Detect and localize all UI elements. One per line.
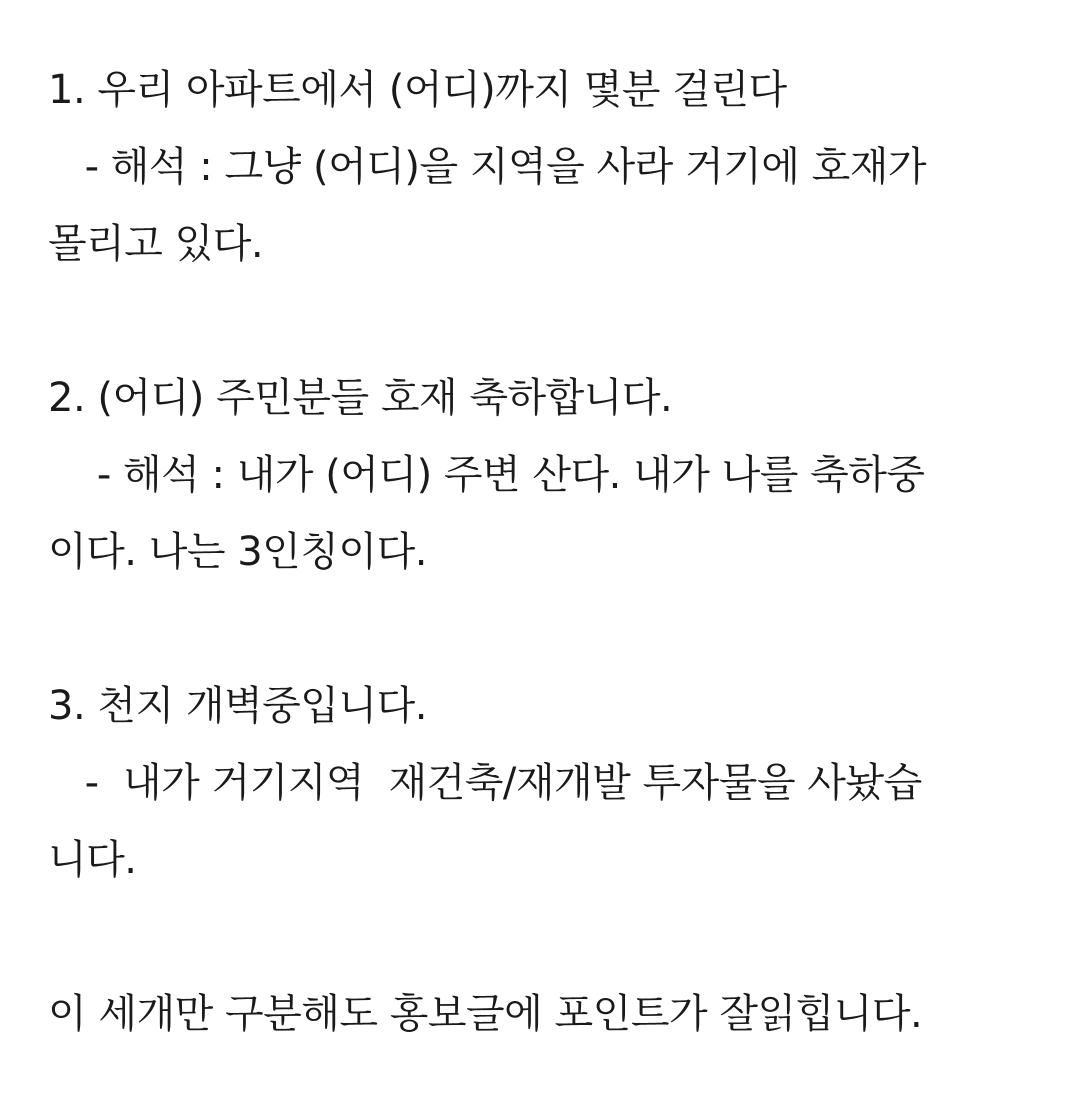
text-line-2: - 해석 : 그냥 (어디)을 지역을 사라 거기에 호재가 (48, 144, 927, 190)
text-line-5: - 해석 : 내가 (어디) 주변 산다. 내가 나를 축하중 (48, 452, 925, 498)
text-line-8: - 내가 거기지역 재건축/재개발 투자물을 사놨습 (48, 760, 922, 806)
text-line-6: 이다. 나는 3인칭이다. (48, 529, 427, 575)
text-line-9: 니다. (48, 837, 137, 883)
text-line-4: 2. (어디) 주민분들 호재 축하합니다. (48, 375, 673, 421)
text-line-3: 몰리고 있다. (48, 221, 264, 267)
text-line-1: 1. 우리 아파트에서 (어디)까지 몇분 걸린다 (48, 67, 787, 113)
text-line-10: 이 세개만 구분해도 홍보글에 포인트가 잘읽힙니다. (48, 991, 923, 1037)
text-line-7: 3. 천지 개벽중입니다. (48, 683, 427, 729)
